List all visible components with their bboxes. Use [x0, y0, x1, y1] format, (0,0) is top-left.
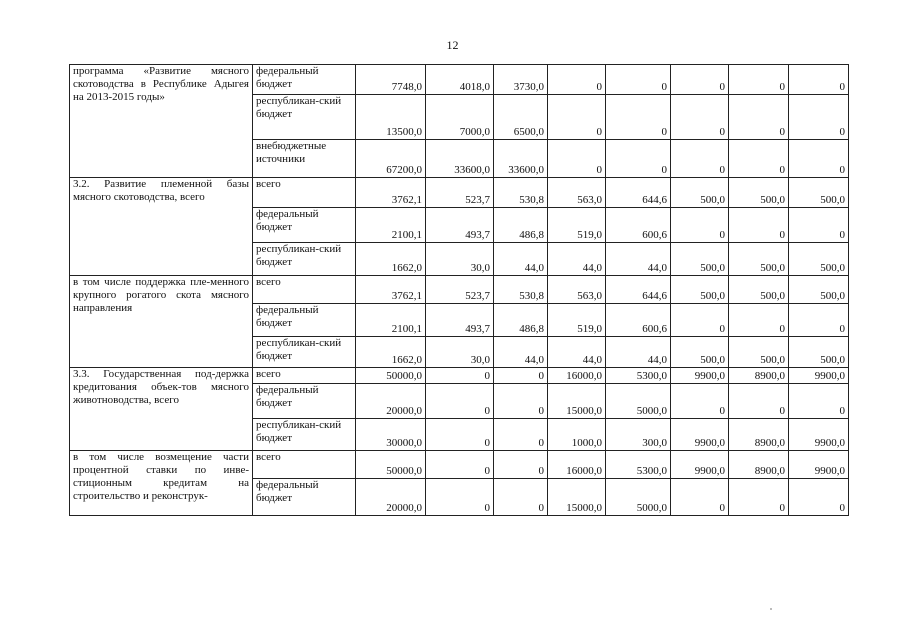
amount-cell: 33600,0 [426, 140, 494, 178]
amount-cell: 0 [426, 451, 494, 479]
amount-cell: 0 [671, 479, 729, 516]
amount-cell: 3730,0 [494, 65, 548, 95]
amount-cell: 0 [789, 479, 849, 516]
amount-cell: 4018,0 [426, 65, 494, 95]
amount-cell: 0 [606, 95, 671, 140]
amount-cell: 6500,0 [494, 95, 548, 140]
funding-source: федеральный бюджет [253, 479, 356, 516]
amount-cell: 0 [789, 65, 849, 95]
funding-source: федеральный бюджет [253, 304, 356, 337]
amount-cell: 0 [729, 65, 789, 95]
table-row [70, 65, 849, 95]
amount-cell: 0 [671, 65, 729, 95]
funding-source: федеральный бюджет [253, 208, 356, 243]
amount-cell: 0 [548, 95, 606, 140]
amount-cell: 600,6 [606, 208, 671, 243]
amount-cell: 563,0 [548, 276, 606, 304]
amount-cell: 15000,0 [548, 479, 606, 516]
amount-cell: 500,0 [671, 243, 729, 276]
amount-cell: 519,0 [548, 304, 606, 337]
amount-cell: 0 [494, 451, 548, 479]
amount-cell: 44,0 [606, 337, 671, 368]
amount-cell: 1662,0 [356, 243, 426, 276]
row-description: 3.2. Развитие племенной базы мясного скотоводства, всего [70, 178, 253, 276]
amount-cell: 9900,0 [789, 368, 849, 384]
amount-cell: 9900,0 [671, 451, 729, 479]
funding-source: федеральный бюджет [253, 384, 356, 419]
budget-table-body [70, 65, 849, 516]
amount-cell: 523,7 [426, 178, 494, 208]
amount-cell: 50000,0 [356, 451, 426, 479]
amount-cell: 2100,1 [356, 208, 426, 243]
amount-cell: 0 [494, 384, 548, 419]
amount-cell: 500,0 [789, 243, 849, 276]
amount-cell: 44,0 [548, 243, 606, 276]
funding-source: республикан-ский бюджет [253, 419, 356, 451]
funding-source: всего [253, 368, 356, 384]
table-row [70, 368, 849, 384]
funding-source: федеральный бюджет [253, 65, 356, 95]
row-description: программа «Развитие мясного скотоводства в Республике Адыгея на 2013-2015 годы» [70, 65, 253, 178]
row-description: в том числе поддержка пле-менного крупного рогатого скота мясного направления [70, 276, 253, 368]
amount-cell: 9900,0 [671, 368, 729, 384]
amount-cell: 0 [426, 419, 494, 451]
amount-cell: 0 [548, 140, 606, 178]
amount-cell: 9900,0 [671, 419, 729, 451]
amount-cell: 0 [789, 304, 849, 337]
amount-cell: 0 [494, 479, 548, 516]
row-description: 3.3. Государственная под-держка кредитования объек-тов мясного животноводства, всего [70, 368, 253, 451]
amount-cell: 0 [789, 384, 849, 419]
amount-cell: 0 [426, 479, 494, 516]
amount-cell: 7000,0 [426, 95, 494, 140]
amount-cell: 0 [426, 384, 494, 419]
funding-source: всего [253, 276, 356, 304]
amount-cell: 3762,1 [356, 276, 426, 304]
row-description: в том числе возмещение части процентной ставки по инве-стиционным кредитам на строительство и реконструк- [70, 451, 253, 516]
amount-cell: 30000,0 [356, 419, 426, 451]
amount-cell: 486,8 [494, 304, 548, 337]
amount-cell: 644,6 [606, 276, 671, 304]
amount-cell: 44,0 [494, 243, 548, 276]
amount-cell: 0 [671, 140, 729, 178]
amount-cell: 493,7 [426, 208, 494, 243]
amount-cell: 1000,0 [548, 419, 606, 451]
amount-cell: 20000,0 [356, 479, 426, 516]
scan-speck [770, 608, 772, 610]
amount-cell: 0 [606, 140, 671, 178]
amount-cell: 50000,0 [356, 368, 426, 384]
amount-cell: 5000,0 [606, 479, 671, 516]
amount-cell: 500,0 [729, 276, 789, 304]
table-row [70, 451, 849, 479]
amount-cell: 0 [494, 368, 548, 384]
table-row [70, 276, 849, 304]
amount-cell: 500,0 [729, 337, 789, 368]
amount-cell: 500,0 [671, 337, 729, 368]
amount-cell: 0 [729, 95, 789, 140]
amount-cell: 0 [789, 140, 849, 178]
amount-cell: 0 [494, 419, 548, 451]
amount-cell: 9900,0 [789, 419, 849, 451]
amount-cell: 5300,0 [606, 451, 671, 479]
funding-source: внебюджетные источники [253, 140, 356, 178]
amount-cell: 600,6 [606, 304, 671, 337]
amount-cell: 0 [426, 368, 494, 384]
funding-source: республикан-ский бюджет [253, 95, 356, 140]
amount-cell: 0 [671, 304, 729, 337]
amount-cell: 44,0 [606, 243, 671, 276]
amount-cell: 0 [729, 479, 789, 516]
amount-cell: 13500,0 [356, 95, 426, 140]
table-row [70, 178, 849, 208]
amount-cell: 493,7 [426, 304, 494, 337]
amount-cell: 0 [729, 140, 789, 178]
amount-cell: 644,6 [606, 178, 671, 208]
amount-cell: 0 [671, 95, 729, 140]
amount-cell: 500,0 [789, 178, 849, 208]
amount-cell: 3762,1 [356, 178, 426, 208]
amount-cell: 7748,0 [356, 65, 426, 95]
amount-cell: 67200,0 [356, 140, 426, 178]
amount-cell: 1662,0 [356, 337, 426, 368]
amount-cell: 500,0 [789, 337, 849, 368]
amount-cell: 33600,0 [494, 140, 548, 178]
amount-cell: 300,0 [606, 419, 671, 451]
amount-cell: 0 [729, 208, 789, 243]
funding-source: республикан-ский бюджет [253, 243, 356, 276]
amount-cell: 0 [671, 208, 729, 243]
amount-cell: 16000,0 [548, 451, 606, 479]
funding-source: всего [253, 451, 356, 479]
amount-cell: 563,0 [548, 178, 606, 208]
amount-cell: 519,0 [548, 208, 606, 243]
amount-cell: 44,0 [494, 337, 548, 368]
amount-cell: 16000,0 [548, 368, 606, 384]
budget-table [69, 64, 849, 516]
amount-cell: 0 [606, 65, 671, 95]
amount-cell: 5000,0 [606, 384, 671, 419]
amount-cell: 486,8 [494, 208, 548, 243]
amount-cell: 500,0 [671, 178, 729, 208]
funding-source: всего [253, 178, 356, 208]
amount-cell: 0 [729, 304, 789, 337]
amount-cell: 0 [729, 384, 789, 419]
amount-cell: 9900,0 [789, 451, 849, 479]
amount-cell: 20000,0 [356, 384, 426, 419]
amount-cell: 0 [789, 95, 849, 140]
amount-cell: 500,0 [789, 276, 849, 304]
amount-cell: 0 [789, 208, 849, 243]
amount-cell: 0 [671, 384, 729, 419]
amount-cell: 5300,0 [606, 368, 671, 384]
amount-cell: 8900,0 [729, 451, 789, 479]
amount-cell: 500,0 [729, 178, 789, 208]
amount-cell: 530,8 [494, 276, 548, 304]
amount-cell: 0 [548, 65, 606, 95]
amount-cell: 30,0 [426, 243, 494, 276]
amount-cell: 44,0 [548, 337, 606, 368]
amount-cell: 500,0 [671, 276, 729, 304]
amount-cell: 523,7 [426, 276, 494, 304]
funding-source: республикан-ский бюджет [253, 337, 356, 368]
amount-cell: 530,8 [494, 178, 548, 208]
amount-cell: 8900,0 [729, 419, 789, 451]
page-number: 12 [446, 38, 459, 52]
amount-cell: 8900,0 [729, 368, 789, 384]
amount-cell: 500,0 [729, 243, 789, 276]
amount-cell: 15000,0 [548, 384, 606, 419]
amount-cell: 30,0 [426, 337, 494, 368]
amount-cell: 2100,1 [356, 304, 426, 337]
